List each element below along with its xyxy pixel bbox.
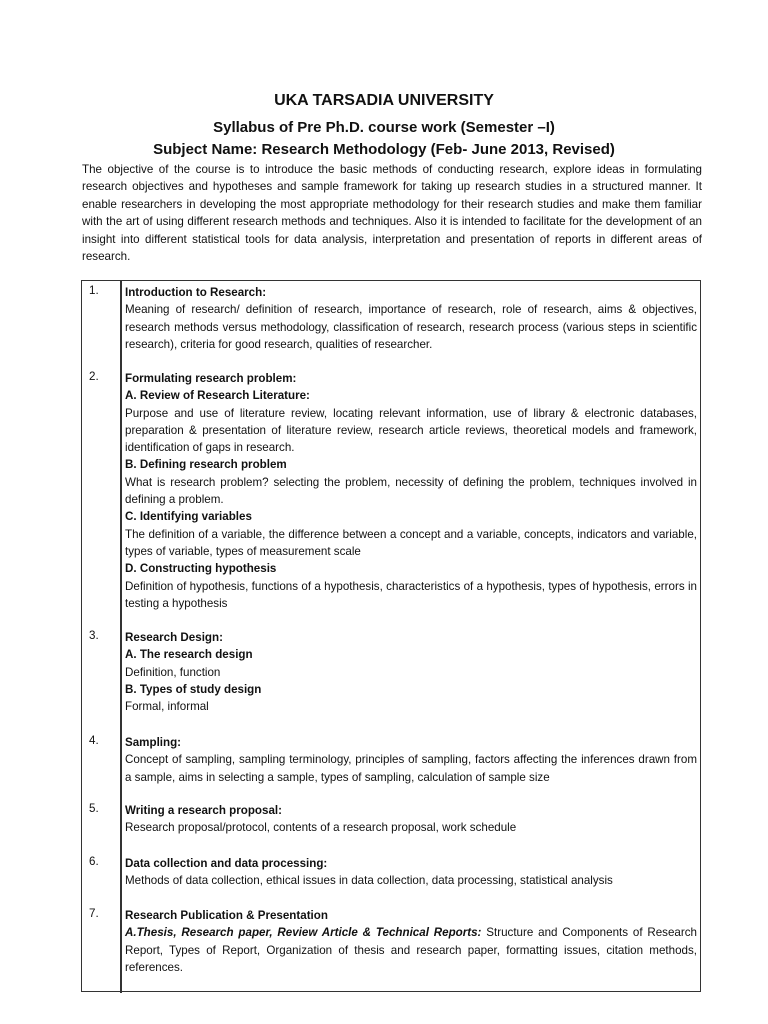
section-body bbox=[125, 924, 697, 976]
subsection-heading: B. Types of study design bbox=[125, 682, 262, 696]
section-introduction bbox=[125, 284, 697, 353]
section-heading: Sampling: bbox=[125, 736, 182, 749]
section-lead: A.Thesis, Research paper, Review Article & Technical Reports: bbox=[125, 926, 482, 940]
subsection-heading: C. Identifying variables bbox=[125, 510, 252, 524]
section-number: 4. bbox=[89, 734, 99, 747]
section-heading: Formulating research problem: bbox=[125, 372, 297, 385]
subsection-heading: A. Review of Research Literature: bbox=[125, 389, 310, 403]
section-heading: Introduction to Research: bbox=[125, 286, 267, 299]
subsection-body: Formal, informal bbox=[125, 700, 209, 714]
section-heading: Data collection and data processing: bbox=[125, 857, 328, 870]
subsection-body: What is research problem? selecting the problem, necessity of defining the problem, techniques involved in defining a problem. bbox=[125, 475, 697, 507]
section-heading: Research Publication & Presentation bbox=[125, 909, 328, 922]
section-body: Meaning of research/ definition of research, importance of research, role of research, aims & objectives, research methods versus methodology, classification of research, research process (various steps in scientific research), criteria for good research, qualities of researcher. bbox=[125, 303, 697, 351]
section-sampling bbox=[125, 734, 697, 786]
section-number: 2. bbox=[89, 370, 99, 383]
section-body: Research proposal/protocol, contents of a research proposal, work schedule bbox=[125, 821, 517, 835]
university-title: UKA TARSADIA UNIVERSITY bbox=[274, 92, 494, 109]
subsection-body: The definition of a variable, the difference between a concept and a variable, concepts, indicators and variable, types of variable, types of measurement scale bbox=[125, 527, 697, 558]
section-body: Methods of data collection, ethical issues in data collection, data processing, statistical analysis bbox=[125, 874, 613, 888]
section-body: Concept of sampling, sampling terminology, principles of sampling, factors affecting the inferences drawn from a sample, aims in selecting a sample, types of sampling, calculation of sample size bbox=[125, 753, 697, 784]
section-number: 3. bbox=[89, 629, 99, 642]
column-divider bbox=[120, 281, 122, 993]
section-formulating-problem bbox=[125, 370, 697, 612]
subject-title: Subject Name: Research Methodology (Feb- June 2013, Revised) bbox=[153, 141, 615, 158]
section-number: 7. bbox=[89, 907, 99, 920]
section-publication bbox=[125, 907, 697, 976]
section-data-collection bbox=[125, 855, 697, 890]
subsection-body: Purpose and use of literature review, locating relevant information, use of library & electronic databases, preparation & presentation of literature review, research article reviews, theoretical models and framework, identification of gaps in research. bbox=[125, 406, 697, 455]
syllabus-title: Syllabus of Pre Ph.D. course work (Semester –I) bbox=[213, 119, 555, 136]
section-research-proposal bbox=[125, 802, 697, 837]
objective-paragraph: The objective of the course is to introduce the basic methods of conducting research, explore ideas in formulating research objectives and hypotheses and sample framework for taking up research studies in a structured manner. It enable researchers in developing the most appropriate methodology for their research studies and make them familiar with the art of using different research methods and techniques. Also it is intended to facilitate for the development of an insight into different statistical tools for data analysis, interpretation and presentation of reports in different areas of research. bbox=[82, 163, 702, 264]
section-heading: Writing a research proposal: bbox=[125, 804, 282, 817]
section-body-text: Structure and Components of Research Report, Types of Report, Organization of thesis and research paper, formatting issues, citation methods, references. bbox=[125, 926, 697, 974]
subsection-heading: D. Constructing hypothesis bbox=[125, 562, 277, 576]
section-number: 1. bbox=[89, 284, 99, 297]
section-number: 5. bbox=[89, 802, 99, 815]
subsection-body: Definition, function bbox=[125, 665, 221, 679]
subsection-heading: B. Defining research problem bbox=[125, 458, 287, 472]
section-number: 6. bbox=[89, 855, 99, 868]
subsection-heading: A. The research design bbox=[125, 648, 253, 662]
section-research-design bbox=[125, 629, 697, 715]
subsection-body: Definition of hypothesis, functions of a hypothesis, characteristics of a hypothesis, types of hypothesis, errors in testing a hypothesis bbox=[125, 579, 697, 610]
section-heading: Research Design: bbox=[125, 631, 223, 644]
